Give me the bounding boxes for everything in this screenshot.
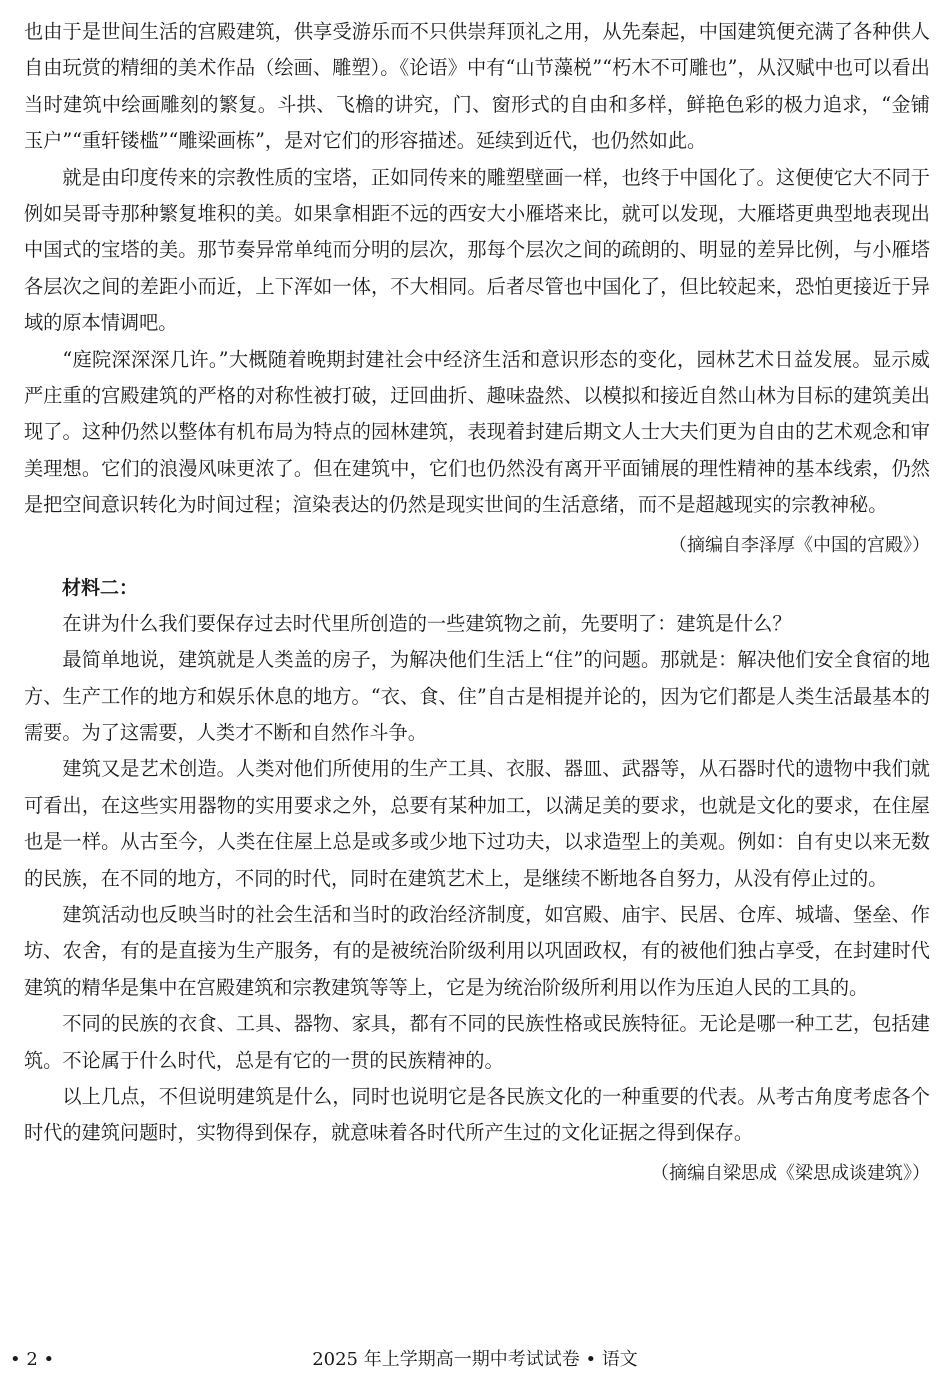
material2-paragraph-3: 建筑又是艺术创造。人类对他们所使用的生产工具、衣服、器皿、武器等，从石器时代的遗物中我们就可看出，在这些实用器物的实用要求之外，总要有某种加工，以满足美的要求，也就是文化的要求，在住屋也是一样。从古至今，人类在住屋上总是或多或少地下过功夫，以求造型上的美观。例如：自有史以来无数的民族，在不同的地方，不同的时代，同时在建筑艺术上，是继续不断地各自努力，从没有停止过的。 (24, 757, 930, 890)
page-footer (0, 1345, 950, 1375)
material2-heading: 材料二： (62, 576, 139, 599)
material2-paragraph-1: 在讲为什么我们要保存过去时代里所创造的一些建筑物之前，先要明了：建筑是什么？ (62, 611, 792, 635)
page-number: • 2 • (10, 1349, 55, 1370)
exam-page (24, 14, 930, 1192)
material1-paragraph-3: “庭院深深深几许。”大概随着晚期封建社会中经济生活和意识形态的变化，园林艺术日益发展。显示威严庄重的宫殿建筑的严格的对称性被打破，迂回曲折、趣味盎然、以模拟和接近自然山林为目标的建筑美出现了。这种仍然以整体有机布局为特点的园林建筑，表现着封建后期文人士大夫们更为自由的艺术观念和审美理想。它们的浪漫风味更浓了。但在建筑中，它们也仍然没有离开平面铺展的理性精神的基本线索，仍然是把空间意识转化为时间过程；渲染表达的仍然是现实世间的生活意绪，而不是超越现实的宗教神秘。 (24, 347, 930, 517)
material2-paragraph-6: 以上几点，不但说明建筑是什么，同时也说明它是各民族文化的一种重要的代表。从考古角度考虑各个时代的建筑问题时，实物得到保存，就意味着各时代所产生过的文化证据之得到保存。 (24, 1084, 930, 1145)
material1-paragraph-1: 也由于是世间生活的宫殿建筑，供享受游乐而不只供崇拜顶礼之用，从先秦起，中国建筑便充满了各种供人自由玩赏的精细的美术作品（绘画、雕塑）。《论语》中有“山节藻棁”“朽木不可雕也”，从汉赋中也可以看出当时建筑中绘画雕刻的繁复。斗拱、飞檐的讲究，门、窗形式的自由和多样，鲜艳色彩的极力追求，“金铺玉户”“重轩镂槛”“雕梁画栋”，是对它们的形容描述。延续到近代，也仍然如此。 (24, 20, 930, 153)
material2-paragraph-4: 建筑活动也反映当时的社会生活和当时的政治经济制度，如宫殿、庙宇、民居、仓库、城墙、堡垒、作坊、农舍，有的是直接为生产服务，有的是被统治阶级利用以巩固政权，有的被他们独占享受，在封建时代建筑的精华是集中在宫殿建筑和宗教建筑等等上，它是为统治阶级所利用以作为压迫人民的工具的。 (24, 902, 930, 999)
material2-paragraph-5: 不同的民族的衣食、工具、器物、家具，都有不同的民族性格或民族特征。无论是哪一种工艺，包括建筑。不论属于什么时代，总是有它的一贯的民族精神的。 (24, 1012, 930, 1072)
material1-source: （摘编自李泽厚《中国的宫殿》） (669, 534, 930, 556)
material2-paragraph-2: 最简单地说，建筑就是人类盖的房子，为解决他们生活上“住”的问题。那就是：解决他们安全食宿的地方、生产工作的地方和娱乐休息的地方。“衣、食、住”自古是相提并论的，因为它们都是人类生活最基本的需要。为了这需要，人类才不断和自然作斗争。 (24, 648, 930, 744)
exam-title: 2025 年上学期高一期中考试试卷 • 语文 (312, 1349, 638, 1370)
material1-paragraph-2: 就是由印度传来的宗教性质的宝塔，正如同传来的雕塑壁画一样，也终于中国化了。这便使它大不同于例如吴哥寺那种繁复堆积的美。如果拿相距不远的西安大小雁塔来比，就可以发现，大雁塔更典型地表现出中国式的宝塔的美。那节奏异常单纯而分明的层次，那每个层次之间的疏朗的、明显的差异比例，与小雁塔各层次之间的差距小而近，上下浑如一体，不大相同。后者尽管也中国化了，但比较起来，恐怕更接近于异域的原本情调吧。 (24, 165, 930, 335)
material2-source: （摘编自梁思成《梁思成谈建筑》） (651, 1162, 930, 1184)
